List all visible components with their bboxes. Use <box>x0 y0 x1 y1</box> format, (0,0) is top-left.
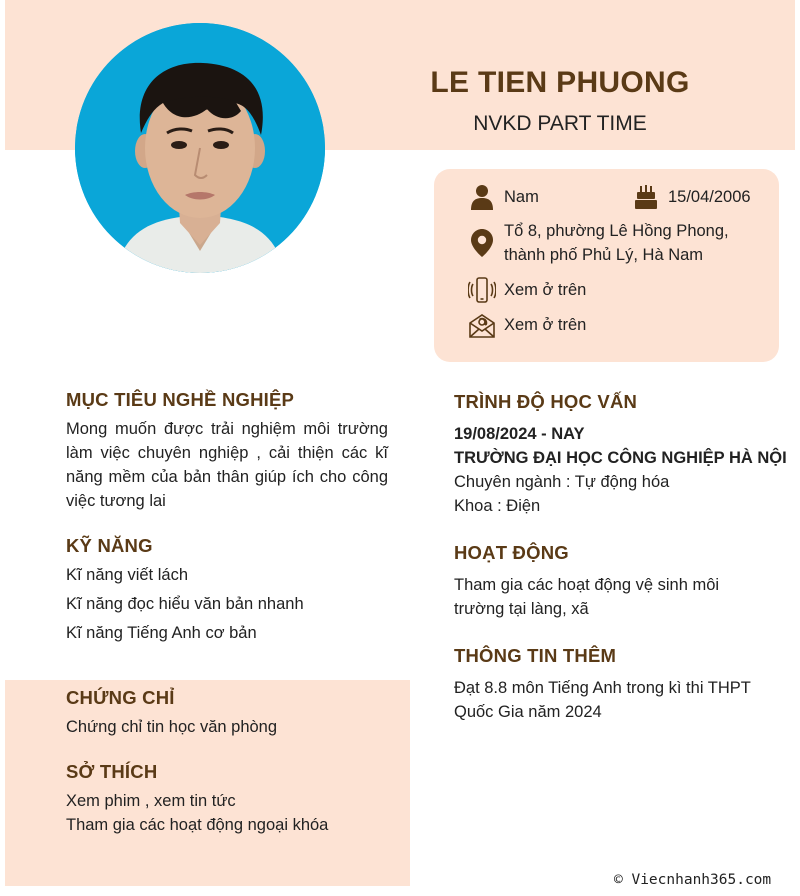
birthdate-value: 15/04/2006 <box>668 187 751 206</box>
hobby-item-2: Tham gia các hoạt động ngoại khóa <box>66 816 329 834</box>
birthdate-row <box>632 183 751 211</box>
address-line-2: thành phố Phủ Lý, Hà Nam <box>504 246 704 264</box>
skill-item-3: Kĩ năng Tiếng Anh cơ bản <box>66 624 257 642</box>
skill-item-1: Kĩ năng viết lách <box>66 566 188 584</box>
address-line-1: Tổ 8, phường Lê Hồng Phong, <box>504 222 729 240</box>
hobby-item-1: Xem phim , xem tin tức <box>66 792 236 810</box>
candidate-name: LE TIEN PHUONG <box>430 66 690 99</box>
phone-row <box>468 276 586 304</box>
portrait-illustration <box>75 23 325 273</box>
education-title: TRÌNH ĐỘ HỌC VẤN <box>454 391 638 412</box>
phone-value: Xem ở trên <box>504 280 587 299</box>
address-row <box>468 219 729 267</box>
email-row <box>468 311 586 339</box>
phone-vibrate-icon <box>468 276 496 304</box>
education-school: TRƯỜNG ĐẠI HỌC CÔNG NGHIỆP HÀ NỘI <box>454 449 787 467</box>
education-major: Chuyên ngành : Tự động hóa <box>454 473 670 491</box>
activities-title: HOẠT ĐỘNG <box>454 542 569 563</box>
email-envelope-icon <box>468 311 496 339</box>
activities-text: Tham gia các hoạt động vệ sinh môi trường tại làng, xã <box>454 576 720 618</box>
objective-title: MỤC TIÊU NGHỀ NGHIỆP <box>66 389 295 410</box>
contact-info-card <box>434 169 779 362</box>
gender-value: Nam <box>504 187 539 206</box>
certificate-item-1: Chứng chỉ tin học văn phòng <box>66 718 278 736</box>
hobbies-title: SỞ THÍCH <box>66 761 158 782</box>
education-period: 19/08/2024 - NAY <box>454 425 585 443</box>
person-icon <box>468 183 496 211</box>
gender-row <box>468 183 539 211</box>
location-pin-icon <box>468 229 496 257</box>
footer-watermark: © Viecnhanh365.com <box>614 872 772 888</box>
candidate-role: NVKD PART TIME <box>473 112 647 135</box>
cake-icon <box>632 183 660 211</box>
profile-photo <box>75 23 325 273</box>
extra-info-text: Đạt 8.8 môn Tiếng Anh trong kì thi THPT Quốc Gia năm 2024 <box>454 679 751 721</box>
extra-info-title: THÔNG TIN THÊM <box>454 645 617 666</box>
skill-item-2: Kĩ năng đọc hiểu văn bản nhanh <box>66 595 304 613</box>
skills-title: KỸ NĂNG <box>66 535 153 556</box>
lower-left-band <box>5 680 410 886</box>
education-faculty: Khoa : Điện <box>454 497 541 515</box>
certificates-title: CHỨNG CHỈ <box>66 687 175 708</box>
objective-text: Mong muốn được trải nghiệm môi trường làm việc chuyên nghiệp , cải thiện các kĩ năng mềm của bản thân giúp ích cho công việc tương lai <box>66 420 388 510</box>
email-value: Xem ở trên <box>504 315 587 334</box>
